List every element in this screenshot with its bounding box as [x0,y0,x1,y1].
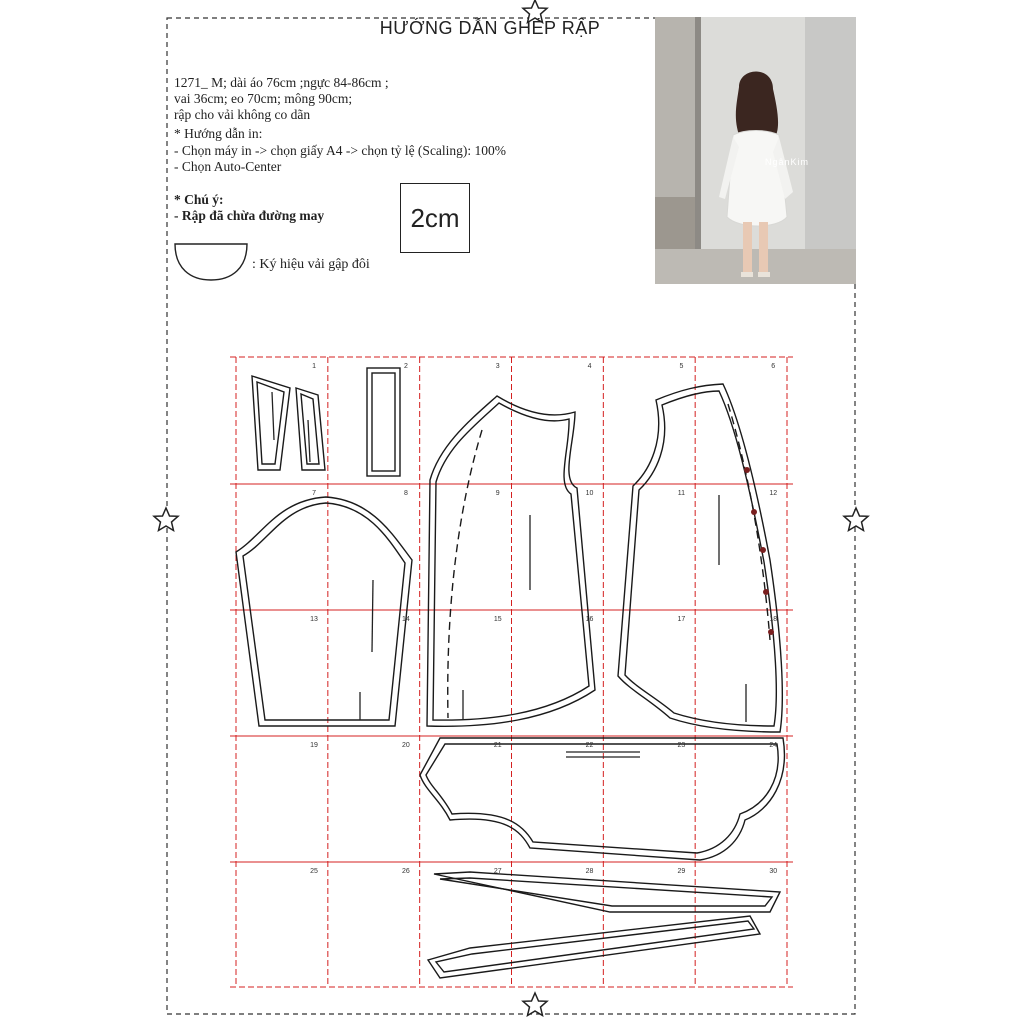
tile-number: 20 [401,742,410,749]
print-step-1: - Chọn máy in -> chọn giấy A4 -> chọn tỷ lệ (Scaling): 100% [174,143,507,158]
tie-piece-lower [428,916,760,978]
fabric-note: rập cho vải không co dãn [174,107,311,122]
tile-number: 11 [677,490,686,497]
tile-number: 15 [493,616,502,623]
tile-number: 22 [585,742,594,749]
cuff-piece [252,376,325,470]
fold-symbol-label: : Ký hiệu vải gập đôi [252,257,370,272]
tile-number: 27 [493,868,502,875]
tile-number: 14 [401,616,410,623]
tile-number: 21 [493,742,502,749]
collar-piece [367,368,400,476]
product-photo [655,17,856,284]
grain-line-arrows [272,392,746,757]
tile-number: 1 [312,363,317,370]
tile-number: 9 [495,490,500,497]
tile-number: 10 [585,490,594,497]
front-piece [618,384,782,732]
tile-number: 5 [679,363,684,370]
tile-number: 3 [495,363,500,370]
tile-number: 12 [769,490,778,497]
print-instructions-heading: * Hướng dẫn in: [174,126,263,141]
size-info-line-2: vai 36cm; eo 70cm; mông 90cm; [174,91,353,106]
tile-number: 24 [769,742,778,749]
tile-number: 2 [403,363,408,370]
pattern-pieces [236,368,784,978]
tile-number: 13 [310,616,318,623]
tile-number: 8 [403,490,408,497]
tile-number: 16 [585,616,594,623]
tile-number: 17 [677,616,686,623]
size-info-line-1: 1271_ M; dài áo 76cm ;ngực 84-86cm ; [174,75,389,90]
tie-piece-upper [434,872,780,912]
tile-number: 6 [771,363,776,370]
fold-symbol-icon [175,244,247,280]
tile-number: 25 [310,868,318,875]
tile-number: 4 [587,363,592,370]
tile-number: 29 [677,868,686,875]
scale-reference-box: 2cm [400,183,470,253]
star-icon-bottom [523,993,547,1016]
tile-number: 18 [769,616,778,623]
tile-number: 30 [769,868,778,875]
tile-number: 19 [310,742,318,749]
note-heading: * Chú ý: [174,192,224,207]
page-title: HƯỚNG DẪN GHÉP RẬP [379,18,601,38]
tile-numbers [310,363,777,875]
skirt-panel-piece [420,738,784,860]
photo-watermark: NgânKim [765,157,810,167]
sleeve-piece [236,497,412,726]
tile-number: 26 [401,868,410,875]
tile-number: 28 [585,868,594,875]
star-icon-left [154,508,178,531]
tile-number: 7 [312,490,317,497]
print-step-2: - Chọn Auto-Center [174,159,282,174]
tile-number: 23 [677,742,686,749]
star-icon-right [844,508,868,531]
seam-allowance-note: - Rập đã chừa đường may [174,208,325,223]
